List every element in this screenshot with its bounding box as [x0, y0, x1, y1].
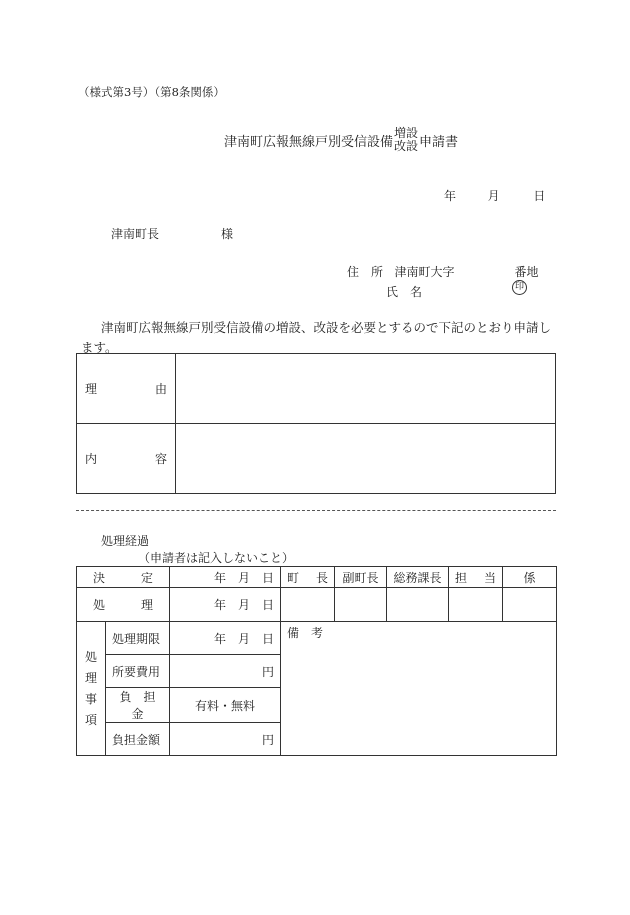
address-suffix: 番地 [514, 265, 539, 279]
official-deputy-mayor: 副町長 [335, 567, 387, 588]
title-option-add: 増設 [394, 126, 419, 140]
title-main: 津南町広報無線戸別受信設備 [224, 134, 394, 150]
date-year: 年 [444, 189, 457, 203]
seal-icon: 印 [512, 280, 527, 295]
item-deadline-label: 処理期限 [106, 622, 170, 655]
content-field[interactable] [176, 424, 556, 494]
item-burden-amount-label: 負担金額 [106, 723, 170, 756]
application-table [76, 353, 556, 494]
processing-title: 処理経過 [101, 534, 150, 548]
body-text: 津南町広報無線戸別受信設備の増設、改設を必要とするので下記のとおり申請します。 [81, 320, 552, 355]
item-burden-value: 有料・無料 [170, 688, 281, 723]
stamp-deputy-mayor[interactable] [335, 588, 387, 622]
document-title [224, 127, 458, 153]
addressee-honorific: 様 [221, 227, 234, 241]
processing-items-label: 処 理 事 項 [77, 622, 106, 756]
name-label: 氏 名 [386, 285, 423, 299]
processing-table [76, 566, 557, 756]
stamp-general-affairs-chief[interactable] [387, 588, 449, 622]
reason-label: 理 由 [77, 354, 176, 424]
stamp-mayor[interactable] [281, 588, 335, 622]
reason-field[interactable] [176, 354, 556, 424]
date-line [444, 187, 545, 204]
official-general-affairs-chief: 総務課長 [387, 567, 449, 588]
official-mayor: 町 長 [281, 567, 335, 588]
item-cost-label: 所要費用 [106, 655, 170, 688]
applicant-name [386, 283, 422, 300]
applicant-address [347, 263, 539, 280]
address-label: 住 所 [347, 265, 384, 279]
processing-note: （申請者は記入しないこと） [138, 551, 295, 565]
form-number: （様式第3号）（第8条関係） [78, 85, 225, 99]
title-option-modify: 改設 [394, 139, 419, 153]
title-suffix: 申請書 [419, 134, 459, 150]
addressee [111, 225, 233, 242]
address-value: 津南町大字 [394, 265, 455, 279]
stamp-staff[interactable] [503, 588, 557, 622]
item-burden-amount-value: 円 [170, 723, 281, 756]
date-month: 月 [487, 189, 500, 203]
stamp-in-charge[interactable] [449, 588, 503, 622]
item-cost-value: 円 [170, 655, 281, 688]
item-burden-label: 負 担 金 [106, 688, 170, 723]
processing-date: 年 月 日 [170, 588, 281, 622]
decision-date: 年 月 日 [170, 567, 281, 588]
remarks[interactable] [281, 622, 557, 756]
decision-label: 決 定 [77, 567, 170, 588]
date-day: 日 [533, 189, 546, 203]
addressee-name: 津南町長 [111, 227, 160, 241]
item-deadline-value: 年 月 日 [170, 622, 281, 655]
cut-line [76, 510, 556, 511]
content-label: 内 容 [77, 424, 176, 494]
remarks-label: 備 考 [287, 626, 324, 640]
official-staff: 係 [503, 567, 557, 588]
processing-label: 処 理 [77, 588, 170, 622]
title-option-stack [394, 127, 418, 153]
official-in-charge: 担 当 [449, 567, 503, 588]
